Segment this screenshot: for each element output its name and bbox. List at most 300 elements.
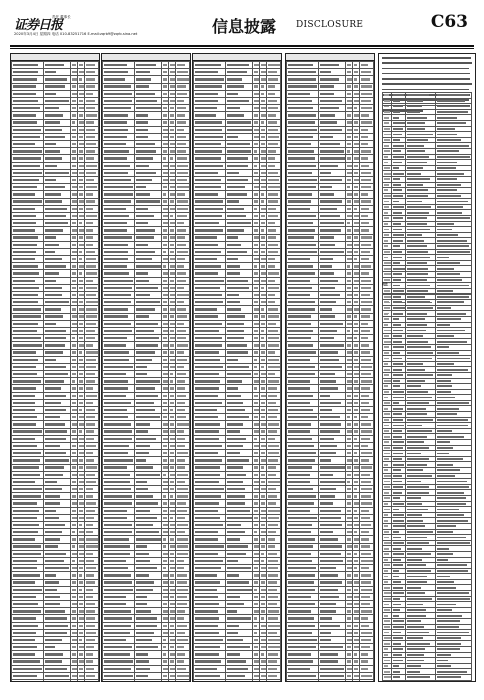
table-row <box>194 665 281 672</box>
table-row <box>194 155 281 162</box>
table-row <box>103 550 190 557</box>
table-row <box>12 191 99 198</box>
table-row <box>194 83 281 90</box>
table-row <box>12 399 99 406</box>
table-row <box>194 507 281 514</box>
table-row <box>103 407 190 414</box>
table-row <box>194 327 281 334</box>
table-row <box>103 529 190 536</box>
table-row <box>287 565 374 572</box>
table-row <box>103 284 190 291</box>
notice-text-line <box>382 83 472 87</box>
table-row <box>194 234 281 241</box>
section-title-cn: 信息披露 <box>212 17 277 36</box>
table-row <box>103 148 190 155</box>
table-row <box>12 550 99 557</box>
table-row <box>103 565 190 572</box>
table-row <box>287 169 374 176</box>
table-row <box>287 550 374 557</box>
table-row <box>103 277 190 284</box>
table-row <box>12 471 99 478</box>
table-row <box>103 442 190 449</box>
table-row <box>103 133 190 140</box>
table-row <box>12 543 99 550</box>
table-row <box>287 637 374 644</box>
table-row <box>194 112 281 119</box>
table-row <box>287 241 374 248</box>
table-row <box>103 97 190 104</box>
table-row <box>12 500 99 507</box>
table-row <box>287 320 374 327</box>
table-row <box>287 658 374 665</box>
table-row <box>12 486 99 493</box>
notice-table-2 <box>382 288 472 682</box>
table-row <box>12 414 99 421</box>
table-row <box>103 622 190 629</box>
table-row <box>103 414 190 421</box>
table-row <box>194 212 281 219</box>
table-row <box>12 672 99 679</box>
table-row <box>194 565 281 572</box>
data-table <box>193 61 281 682</box>
table-row <box>287 133 374 140</box>
table-row <box>103 349 190 356</box>
table-row <box>194 356 281 363</box>
table-row <box>12 349 99 356</box>
table-row <box>103 141 190 148</box>
notice-text-line <box>382 78 472 82</box>
table-row <box>103 522 190 529</box>
table-row <box>12 593 99 600</box>
table-row <box>287 263 374 270</box>
table-row <box>287 327 374 334</box>
table-row <box>103 586 190 593</box>
table-row <box>287 608 374 615</box>
table-row <box>103 69 190 76</box>
table-row <box>194 601 281 608</box>
table-row <box>194 191 281 198</box>
table-row <box>12 97 99 104</box>
table-row <box>103 536 190 543</box>
table-row <box>12 637 99 644</box>
table-row <box>103 112 190 119</box>
table-row <box>287 177 374 184</box>
table-row <box>287 500 374 507</box>
table-row <box>103 248 190 255</box>
table-row <box>287 220 374 227</box>
table-row <box>194 177 281 184</box>
table-row <box>194 205 281 212</box>
table-row <box>103 335 190 342</box>
table-row <box>287 622 374 629</box>
table-row <box>287 277 374 284</box>
table-row <box>103 191 190 198</box>
table-row <box>287 90 374 97</box>
table-row <box>287 62 374 69</box>
table-row <box>12 155 99 162</box>
table-row <box>103 184 190 191</box>
table-row <box>103 450 190 457</box>
table-row <box>287 119 374 126</box>
table-row <box>12 177 99 184</box>
table-row <box>12 105 99 112</box>
table-row <box>103 126 190 133</box>
notice-text-line <box>382 57 472 61</box>
table-row <box>287 212 374 219</box>
table-row <box>12 615 99 622</box>
table-row <box>287 486 374 493</box>
table-row <box>287 392 374 399</box>
table-row <box>12 205 99 212</box>
notice-panel <box>378 53 476 682</box>
table-row <box>194 529 281 536</box>
table-row <box>194 464 281 471</box>
table-row <box>103 651 190 658</box>
table-row <box>103 615 190 622</box>
table-column-header <box>102 54 190 61</box>
table-row <box>287 385 374 392</box>
table-row <box>287 76 374 83</box>
table-row <box>103 90 190 97</box>
table-row <box>287 349 374 356</box>
table-row <box>194 399 281 406</box>
table-row <box>103 313 190 320</box>
notice-text-line <box>382 73 472 77</box>
table-row <box>103 629 190 636</box>
table-row <box>194 313 281 320</box>
table-row <box>194 658 281 665</box>
masthead-meta <box>52 15 71 20</box>
table-row <box>103 327 190 334</box>
table-row <box>103 507 190 514</box>
page-number: C63 <box>430 12 468 32</box>
table-row <box>103 220 190 227</box>
table-row <box>12 464 99 471</box>
masthead <box>10 8 474 44</box>
table-row <box>12 493 99 500</box>
table-row <box>12 522 99 529</box>
table-row <box>287 97 374 104</box>
table-row <box>194 593 281 600</box>
data-table <box>286 61 374 682</box>
table-row <box>287 536 374 543</box>
table-row <box>287 407 374 414</box>
table-row <box>103 356 190 363</box>
table-row <box>12 313 99 320</box>
table-row <box>12 601 99 608</box>
table-row <box>103 371 190 378</box>
table-row <box>287 105 374 112</box>
table-row <box>287 557 374 564</box>
table-row <box>103 363 190 370</box>
table-row <box>287 529 374 536</box>
table-row <box>194 615 281 622</box>
table-row <box>103 234 190 241</box>
table-row <box>287 69 374 76</box>
table-row <box>287 342 374 349</box>
table-row <box>194 478 281 485</box>
table-row <box>12 507 99 514</box>
table-row <box>194 514 281 521</box>
table-row <box>194 371 281 378</box>
table-row <box>12 277 99 284</box>
table-row <box>103 464 190 471</box>
table-column-3 <box>192 53 282 682</box>
table-row <box>12 292 99 299</box>
table-row <box>287 399 374 406</box>
table-row <box>287 227 374 234</box>
table-row <box>194 644 281 651</box>
table-row <box>12 478 99 485</box>
table-row <box>103 292 190 299</box>
table-row <box>12 435 99 442</box>
table-row <box>12 234 99 241</box>
table-row <box>194 162 281 169</box>
table-row <box>194 292 281 299</box>
table-row <box>103 76 190 83</box>
table-row <box>12 126 99 133</box>
table-row <box>12 69 99 76</box>
table-row <box>194 421 281 428</box>
table-row <box>194 335 281 342</box>
table-row <box>12 76 99 83</box>
table-row <box>12 141 99 148</box>
table-row <box>194 320 281 327</box>
table-row <box>12 299 99 306</box>
table-row <box>103 486 190 493</box>
table-row <box>194 184 281 191</box>
notice-text-line <box>382 68 472 72</box>
table-row <box>194 227 281 234</box>
table-row <box>103 392 190 399</box>
table-row <box>12 83 99 90</box>
table-row <box>287 335 374 342</box>
table-row <box>287 421 374 428</box>
table-row <box>194 392 281 399</box>
table-row <box>194 76 281 83</box>
table-row <box>12 428 99 435</box>
table-row <box>194 435 281 442</box>
table-row <box>12 658 99 665</box>
table-row <box>194 450 281 457</box>
table-row <box>12 363 99 370</box>
table-row <box>194 349 281 356</box>
table-row <box>194 500 281 507</box>
table-row <box>194 342 281 349</box>
table-row <box>103 493 190 500</box>
table-row <box>194 557 281 564</box>
table-row <box>103 205 190 212</box>
table-row <box>194 385 281 392</box>
section-title-en: DISCLOSURE <box>296 20 364 30</box>
table-row <box>103 263 190 270</box>
table-row <box>103 572 190 579</box>
table-row <box>12 162 99 169</box>
table-column-2 <box>101 53 191 682</box>
table-row <box>12 220 99 227</box>
table-row <box>12 342 99 349</box>
table-row <box>12 629 99 636</box>
table-row <box>103 119 190 126</box>
table-row <box>287 205 374 212</box>
table-row <box>12 536 99 543</box>
table-row <box>12 320 99 327</box>
table-row <box>12 212 99 219</box>
table-row <box>287 601 374 608</box>
table-row <box>194 141 281 148</box>
data-table <box>102 61 190 682</box>
table-row <box>194 522 281 529</box>
table-row <box>103 342 190 349</box>
table-row <box>103 471 190 478</box>
table-row <box>287 572 374 579</box>
table-row <box>12 608 99 615</box>
table-row <box>287 493 374 500</box>
table-row <box>287 442 374 449</box>
table-row <box>287 306 374 313</box>
table-row <box>194 680 281 682</box>
table-row <box>287 148 374 155</box>
table-row <box>12 371 99 378</box>
table-row <box>287 270 374 277</box>
table-row <box>194 248 281 255</box>
table-row <box>12 169 99 176</box>
table-row <box>287 414 374 421</box>
table-row <box>103 428 190 435</box>
table-row <box>103 644 190 651</box>
table-row <box>12 306 99 313</box>
notice-subtitle: 附件二 <box>382 282 392 286</box>
newspaper-logo: 证券日报 <box>14 18 63 33</box>
table-row <box>194 299 281 306</box>
table-row <box>103 169 190 176</box>
table-row <box>287 184 374 191</box>
table-row <box>194 486 281 493</box>
table-row <box>12 335 99 342</box>
table-row <box>287 450 374 457</box>
edition-date-line: 2020年3月4日 星期四 电话 010-83251716 E-mail:zqrb9@zqrb.sina.net <box>14 32 138 36</box>
table-row <box>287 313 374 320</box>
table-row <box>194 119 281 126</box>
table-row <box>103 500 190 507</box>
table-row <box>12 586 99 593</box>
table-row <box>103 543 190 550</box>
table-row <box>103 421 190 428</box>
table-row <box>287 435 374 442</box>
table-row <box>194 148 281 155</box>
table-row <box>12 579 99 586</box>
table-row <box>194 442 281 449</box>
table-row <box>194 198 281 205</box>
table-row <box>103 478 190 485</box>
table-row <box>287 356 374 363</box>
table-row <box>287 586 374 593</box>
table-row <box>103 212 190 219</box>
table-row <box>194 428 281 435</box>
masthead-rule-thick <box>10 45 474 47</box>
table-column-header <box>193 54 281 61</box>
masthead-rule-thin <box>10 48 474 49</box>
table-row <box>12 198 99 205</box>
table-row <box>194 637 281 644</box>
table-row <box>287 629 374 636</box>
table-row <box>194 90 281 97</box>
table-row <box>194 97 281 104</box>
table-row <box>12 241 99 248</box>
table-row <box>12 385 99 392</box>
table-row <box>194 586 281 593</box>
table-row <box>103 177 190 184</box>
table-row <box>12 514 99 521</box>
table-row <box>194 133 281 140</box>
table-row <box>12 248 99 255</box>
table-row <box>194 629 281 636</box>
table-row <box>287 284 374 291</box>
table-row <box>103 672 190 679</box>
table-row <box>287 665 374 672</box>
table-row <box>287 141 374 148</box>
table-row <box>103 378 190 385</box>
table-row <box>103 399 190 406</box>
table-row <box>12 256 99 263</box>
table-row <box>194 284 281 291</box>
table-row <box>287 593 374 600</box>
table-row <box>287 514 374 521</box>
table-row <box>12 378 99 385</box>
data-table <box>11 61 99 682</box>
table-row <box>103 83 190 90</box>
table-row <box>287 256 374 263</box>
table-row <box>287 363 374 370</box>
table-row <box>12 90 99 97</box>
table-row <box>194 414 281 421</box>
table-row <box>12 270 99 277</box>
table-row <box>194 672 281 679</box>
table-row <box>103 105 190 112</box>
table-row <box>287 672 374 679</box>
table-row <box>287 457 374 464</box>
table-row <box>12 421 99 428</box>
table-row <box>12 263 99 270</box>
table-row <box>12 284 99 291</box>
table-row <box>12 356 99 363</box>
table-row <box>12 572 99 579</box>
table-row <box>287 292 374 299</box>
table-row <box>194 550 281 557</box>
table-row <box>287 507 374 514</box>
table-row <box>103 306 190 313</box>
table-column-4 <box>285 53 375 682</box>
table-row <box>103 198 190 205</box>
table-row <box>103 155 190 162</box>
notice-table-1 <box>382 92 472 317</box>
table-row <box>103 270 190 277</box>
table-row <box>194 378 281 385</box>
table-row <box>194 105 281 112</box>
table-row <box>12 148 99 155</box>
table-row <box>194 543 281 550</box>
table-row <box>194 263 281 270</box>
table-row <box>194 69 281 76</box>
table-row <box>12 227 99 234</box>
table-row <box>12 119 99 126</box>
table-row <box>287 378 374 385</box>
table-row <box>12 457 99 464</box>
table-row <box>103 62 190 69</box>
table-row <box>194 256 281 263</box>
table-row <box>194 457 281 464</box>
table-row <box>103 665 190 672</box>
